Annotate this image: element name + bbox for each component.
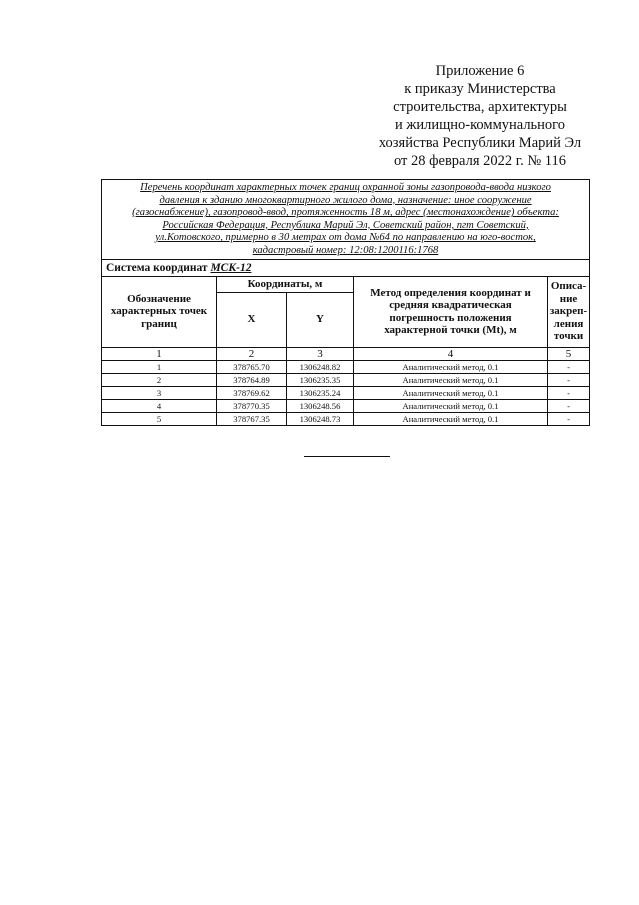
column-number: 3 bbox=[287, 347, 354, 360]
method: Аналитический метод, 0.1 bbox=[354, 386, 548, 399]
fixing-desc-line: закреп- bbox=[549, 305, 588, 318]
point-number: 3 bbox=[102, 386, 217, 399]
column-number: 4 bbox=[354, 347, 548, 360]
table-row bbox=[102, 399, 590, 412]
coord-y: 1306235.35 bbox=[287, 373, 354, 386]
fixing-desc: - bbox=[548, 412, 590, 425]
description-line: кадастровый номер: 12:08:1200116:1768 bbox=[252, 244, 439, 256]
header-y: Y bbox=[287, 292, 354, 347]
point-number: 1 bbox=[102, 360, 217, 373]
coord-x: 378765.70 bbox=[217, 360, 287, 373]
header-line-ministry: строительства, архитектуры bbox=[393, 99, 567, 115]
header-line-order: к приказу Министерства bbox=[404, 81, 556, 97]
table-row bbox=[102, 412, 590, 425]
fixing-desc: - bbox=[548, 399, 590, 412]
description-line: Российская Федерация, Республика Марий Эл, Советский район, пгт Советский, bbox=[162, 219, 529, 231]
table-row bbox=[102, 386, 590, 399]
point-number: 5 bbox=[102, 412, 217, 425]
description-line: (газоснабжение), газопровод-ввод, протяженность 18 м, адрес (местонахождение) объекта: bbox=[132, 207, 559, 219]
column-numbers-row bbox=[102, 347, 590, 360]
header-coordinates: Координаты, м bbox=[217, 276, 354, 292]
point-number: 2 bbox=[102, 373, 217, 386]
coordinate-system-label: Система координат bbox=[106, 261, 208, 274]
method: Аналитический метод, 0.1 bbox=[354, 360, 548, 373]
coordinate-system-value: МСК-12 bbox=[210, 261, 252, 274]
point-number: 4 bbox=[102, 399, 217, 412]
object-description bbox=[102, 180, 590, 260]
fixing-desc-line: точки bbox=[553, 330, 584, 343]
table-row bbox=[102, 360, 590, 373]
column-number: 1 bbox=[102, 347, 217, 360]
fixing-desc-line: ления bbox=[553, 317, 584, 330]
document-header bbox=[330, 62, 630, 170]
coordinates-table bbox=[101, 179, 590, 426]
header-line-ministry-2: и жилищно-коммунального bbox=[394, 117, 566, 133]
fixing-desc: - bbox=[548, 386, 590, 399]
coord-x: 378764.89 bbox=[217, 373, 287, 386]
column-number: 5 bbox=[548, 347, 590, 360]
description-line: давления к зданию многоквартирного жилого дома, назначение: иное сооружение bbox=[159, 194, 532, 206]
method: Аналитический метод, 0.1 bbox=[354, 373, 548, 386]
coord-y: 1306248.73 bbox=[287, 412, 354, 425]
table-row bbox=[102, 373, 590, 386]
description-line: ул.Котовского, примерно в 30 метрах от дома №64 по направлению на юго-восток, bbox=[155, 232, 536, 244]
fixing-desc: - bbox=[548, 360, 590, 373]
header-line-appendix: Приложение 6 bbox=[435, 63, 525, 79]
header-line-date: от 28 февраля 2022 г. № 116 bbox=[393, 153, 567, 169]
method: Аналитический метод, 0.1 bbox=[354, 399, 548, 412]
fixing-desc-line: ние bbox=[559, 292, 578, 305]
closing-divider-line bbox=[304, 456, 390, 457]
coord-x: 378769.62 bbox=[217, 386, 287, 399]
coord-y: 1306248.82 bbox=[287, 360, 354, 373]
coord-x: 378767.35 bbox=[217, 412, 287, 425]
header-x: X bbox=[217, 292, 287, 347]
header-fixing-description bbox=[548, 276, 590, 347]
fixing-desc: - bbox=[548, 373, 590, 386]
method: Аналитический метод, 0.1 bbox=[354, 412, 548, 425]
coord-y: 1306248.56 bbox=[287, 399, 354, 412]
header-point-designation: Обозначение характерных точек границ bbox=[102, 276, 217, 347]
coordinate-system-row bbox=[102, 259, 590, 276]
fixing-desc-line: Описа- bbox=[550, 280, 587, 293]
coord-x: 378770.35 bbox=[217, 399, 287, 412]
description-line: Перечень координат характерных точек границ охранной зоны газопровода-ввода низкого bbox=[140, 182, 551, 193]
header-method: Метод определения координат и средняя квадратическая погрешность положения характерной точки (Mt), м bbox=[354, 276, 548, 347]
header-line-republic: хозяйства Республики Марий Эл bbox=[378, 135, 582, 151]
column-number: 2 bbox=[217, 347, 287, 360]
coord-y: 1306235.24 bbox=[287, 386, 354, 399]
